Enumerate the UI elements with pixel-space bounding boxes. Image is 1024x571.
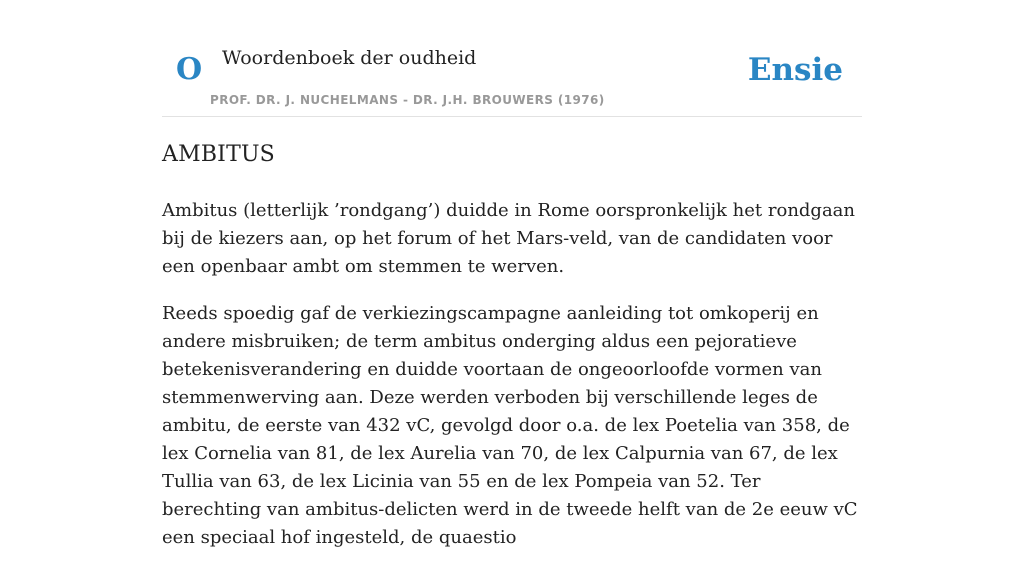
entry-title: AMBITUS (162, 142, 275, 167)
letter-badge: O (176, 52, 203, 87)
book-title[interactable]: Woordenboek der oudheid (222, 47, 477, 69)
page-header (162, 0, 862, 117)
book-authors: PROF. DR. J. NUCHELMANS - DR. J.H. BROUWERS (1976) (210, 93, 605, 107)
ensie-logo[interactable]: Ensie (747, 52, 843, 88)
entry-paragraph: Reeds spoedig gaf de verkiezingscampagne aanleiding tot omkoperij en andere misbruiken; de term ambitus onderging aldus een pejoratieve betekenisverandering en duidde voortaan de ongeoorloofde vormen van stemmenwerving aan. Deze werden verboden bij verschillende leges de ambitu, de eerste van 432 vC, gevolgd door o.a. de lex Poetelia van 358, de lex Cornelia van 81, de lex Aurelia van 70, de lex Calpurnia van 67, de lex Tullia van 63, de lex Licinia van 55 en de lex Pompeia van 52. Ter berechting van ambitus-delicten werd in de tweede helft van de 2e eeuw vC een speciaal hof ingesteld, de quaestio (162, 303, 858, 548)
entry-paragraph: Ambitus (letterlijk ’rondgang’) duidde in Rome oorspronkelijk het rondgaan bij de kiezers aan, op het forum of het Mars-veld, van de candidaten voor een openbaar ambt om stemmen te werven. (162, 200, 856, 277)
entry-content (162, 139, 862, 571)
